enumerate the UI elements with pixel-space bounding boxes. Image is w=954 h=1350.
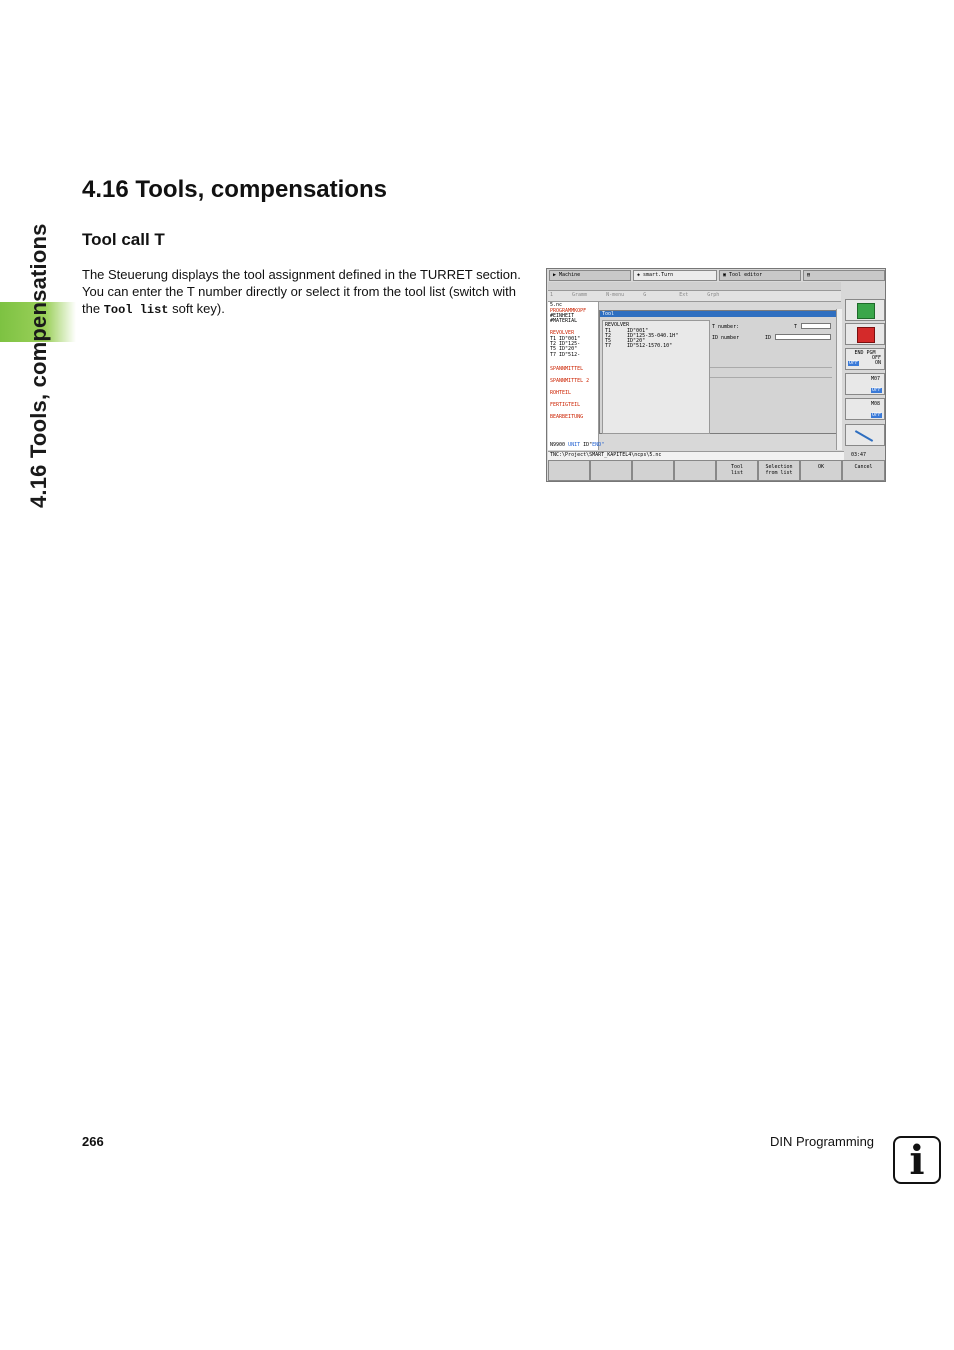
tab-tool-editor[interactable] bbox=[719, 270, 801, 281]
softkey-label-line1: Tool bbox=[730, 464, 744, 470]
secondary-toolbar bbox=[548, 282, 841, 291]
end-pgm-off-badge: OFF bbox=[849, 360, 859, 366]
m08-off-badge: OFF bbox=[871, 412, 881, 418]
body-paragraph bbox=[82, 266, 527, 319]
menu-item-1[interactable]: 1 bbox=[550, 292, 554, 298]
red-stop-button[interactable] bbox=[845, 323, 885, 345]
end-pgm-label: END PGM bbox=[854, 350, 876, 356]
sidebar-chapter-title: 4.16 Tools, compensations bbox=[26, 223, 51, 508]
softkey-label-line1: Selection bbox=[765, 464, 793, 470]
program-line: T1 ID"001" bbox=[550, 336, 581, 342]
softkey-label-line2: from list bbox=[765, 470, 793, 476]
dialog-divider bbox=[710, 367, 832, 368]
dialog-divider-2 bbox=[710, 377, 832, 378]
tab-smart-turn[interactable] bbox=[633, 270, 717, 281]
bottom-line-unit: UNIT bbox=[568, 442, 581, 448]
m07-off-badge: OFF bbox=[871, 387, 881, 393]
t-number-label: T number: bbox=[712, 324, 740, 330]
feed-arrow-icon bbox=[855, 430, 873, 442]
status-bar bbox=[548, 451, 844, 460]
program-line: #EINHEIT bbox=[550, 313, 575, 319]
tool-dialog-title: Tool bbox=[600, 311, 838, 317]
tool-list-softkey-reference: Tool list bbox=[103, 303, 169, 317]
end-pgm-off-label: OFF bbox=[871, 355, 881, 361]
menu-bar bbox=[548, 291, 841, 302]
tool-slot: T1 bbox=[605, 328, 612, 334]
program-line: SPANNMITTEL 2 bbox=[550, 378, 590, 384]
tool-slot: T5 bbox=[605, 338, 612, 344]
file-path: TNC:\Project\SMART_KAPITEL4\ncps\5.nc bbox=[550, 452, 662, 458]
end-pgm-button[interactable] bbox=[845, 348, 885, 370]
control-screenshot bbox=[546, 268, 886, 482]
tool-id: ID"125-35-040.1H" bbox=[627, 333, 679, 339]
chapter-footer: DIN Programming bbox=[770, 1134, 875, 1149]
bottom-line-number: N9900 bbox=[550, 442, 566, 448]
softkey-2[interactable] bbox=[590, 460, 632, 481]
green-start-button[interactable] bbox=[845, 299, 885, 321]
m08-button[interactable] bbox=[845, 398, 885, 420]
softkey-7[interactable] bbox=[800, 460, 842, 481]
tool-dialog bbox=[599, 310, 839, 434]
tool-id: ID"512-1570.10" bbox=[627, 343, 673, 349]
m07-label: M07 bbox=[870, 376, 880, 382]
menu-item-g[interactable]: G bbox=[643, 292, 647, 298]
tool-slot: T2 bbox=[605, 333, 612, 339]
tab-extra[interactable] bbox=[803, 270, 885, 281]
softkey-4[interactable] bbox=[674, 460, 716, 481]
menu-item-ext[interactable]: Ext bbox=[679, 292, 689, 298]
program-editor-pane[interactable] bbox=[548, 302, 605, 450]
program-line: T2 ID"125- bbox=[550, 341, 581, 347]
program-line: PROGRAMMKOPF bbox=[550, 308, 587, 314]
bottom-line-end: END" bbox=[592, 442, 605, 448]
smart-turn-icon: ◈ bbox=[637, 272, 641, 278]
bottom-line-id: ID" bbox=[583, 442, 593, 448]
section-heading: 4.16 Tools, compensations bbox=[82, 176, 387, 203]
menu-item-n-menu[interactable]: N-menu bbox=[606, 292, 625, 298]
program-line: T7 ID"512- bbox=[550, 352, 581, 358]
tool-slot: T7 bbox=[605, 343, 612, 349]
m07-button[interactable] bbox=[845, 373, 885, 395]
cycle-stop-icon bbox=[857, 327, 875, 343]
program-line: BEARBEITUNG bbox=[550, 414, 584, 420]
softkey-5[interactable] bbox=[716, 460, 758, 481]
menu-item-gramm[interactable]: Gramm bbox=[572, 292, 588, 298]
vertical-scrollbar[interactable] bbox=[836, 309, 842, 450]
id-number-label: ID number bbox=[712, 335, 740, 341]
menu-item-grph[interactable]: Grph bbox=[707, 292, 720, 298]
softkey-label-line1: OK bbox=[817, 464, 825, 470]
tool-editor-icon: ▣ bbox=[723, 272, 727, 278]
program-line: ROHTEIL bbox=[550, 390, 572, 396]
softkey-1[interactable] bbox=[548, 460, 590, 481]
revolver-list[interactable] bbox=[602, 320, 710, 434]
tool-id: ID"20" bbox=[627, 338, 646, 344]
feed-button[interactable] bbox=[845, 424, 885, 446]
softkey-8[interactable] bbox=[842, 460, 885, 481]
tab-smart-turn-label: smart.Turn bbox=[643, 272, 674, 278]
file-label: 5.nc bbox=[550, 302, 563, 308]
t-number-input[interactable] bbox=[801, 323, 831, 329]
id-short-label: ID bbox=[765, 335, 772, 341]
program-line: SPANNMITTEL bbox=[550, 366, 584, 372]
end-pgm-on-label: ON bbox=[874, 360, 881, 366]
program-line: FERTIGTEIL bbox=[550, 402, 581, 408]
tab-tool-editor-label: Tool editor bbox=[729, 272, 763, 278]
tab-machine-label: Machine bbox=[559, 272, 581, 278]
id-number-input[interactable] bbox=[775, 334, 831, 340]
save-icon: ▤ bbox=[807, 272, 811, 278]
revolver-list-header: REVOLVER bbox=[605, 322, 630, 328]
machine-icon: ▶ bbox=[553, 272, 557, 278]
softkey-3[interactable] bbox=[632, 460, 674, 481]
paragraph-text-after: soft key). bbox=[168, 301, 225, 316]
program-line: REVOLVER bbox=[550, 330, 575, 336]
cycle-start-icon bbox=[857, 303, 875, 319]
program-line: T5 ID"20" bbox=[550, 346, 578, 352]
program-line: #MATERIAL bbox=[550, 318, 578, 324]
softkey-label-line2: list bbox=[730, 470, 744, 476]
tool-id: ID"001" bbox=[627, 328, 649, 334]
bottom-program-line bbox=[550, 442, 604, 448]
revolver-list-item[interactable] bbox=[605, 343, 672, 349]
tab-machine[interactable] bbox=[549, 270, 631, 281]
softkey-6[interactable] bbox=[758, 460, 800, 481]
t-short-label: T bbox=[794, 324, 798, 330]
m08-label: M08 bbox=[870, 401, 880, 407]
subsection-heading: Tool call T bbox=[82, 230, 165, 249]
clock: 03:47 bbox=[851, 452, 867, 458]
paragraph-text-before: The Steuerung displays the tool assignment defined in the TURRET section. You can enter the T number directly or select it from the tool list (switch with the bbox=[82, 267, 521, 316]
page-number: 266 bbox=[82, 1134, 104, 1149]
info-icon: i bbox=[893, 1136, 941, 1184]
softkey-label-line1: Cancel bbox=[854, 464, 873, 470]
